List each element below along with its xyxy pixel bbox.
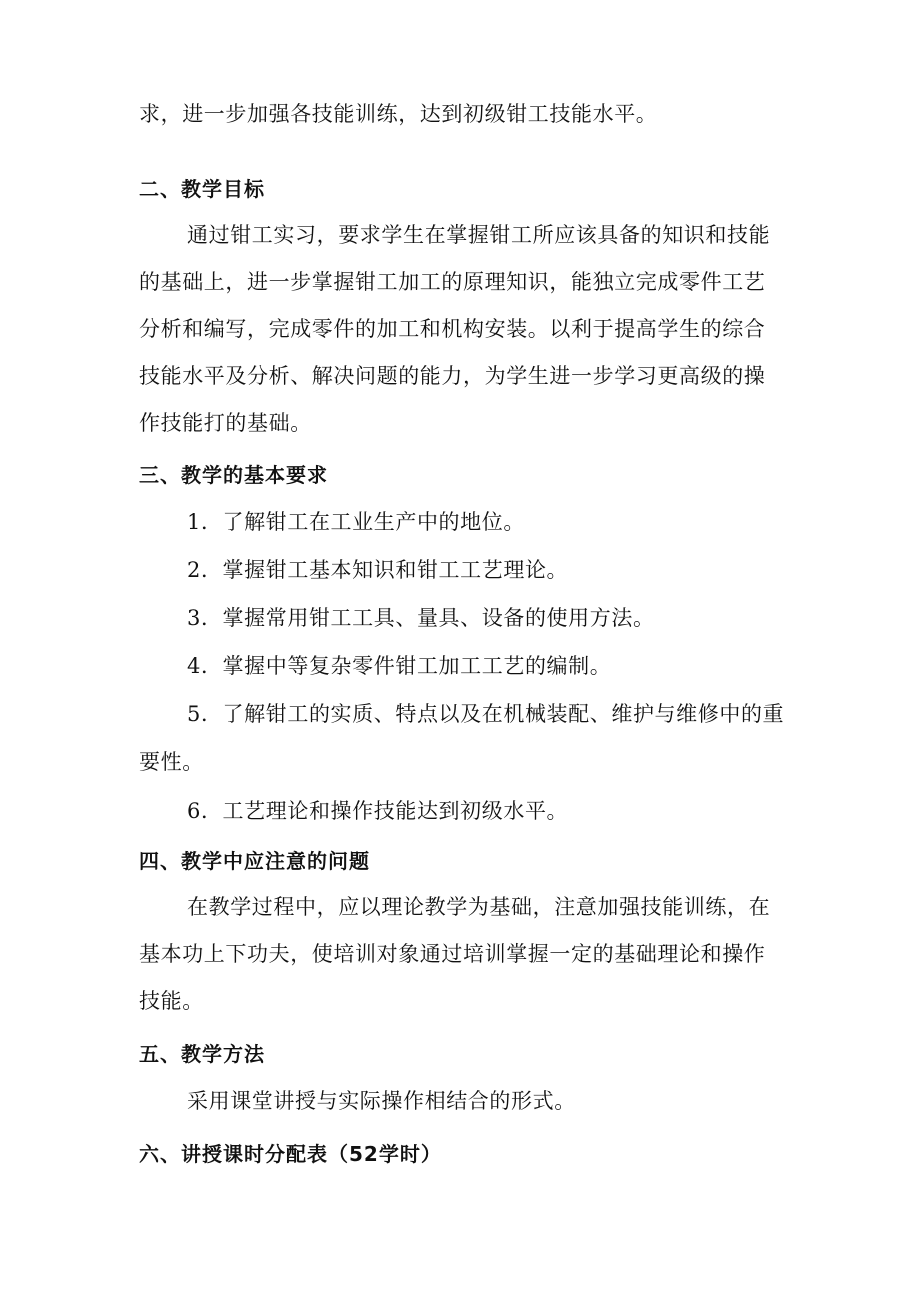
section-heading-teaching-methods: 五、教学方法 — [139, 1042, 265, 1066]
paragraph-line: 在教学过程中，应以理论教学为基础，注意加强技能训练，在 — [187, 895, 771, 919]
requirement-item: 3．掌握常用钳工工具、量具、设备的使用方法。 — [187, 606, 655, 630]
section-heading-basic-requirements: 三、教学的基本要求 — [139, 463, 328, 487]
paragraph-line: 采用课堂讲授与实际操作相结合的形式。 — [187, 1089, 576, 1113]
requirement-item-continuation: 要性。 — [139, 750, 204, 774]
paragraph-line: 技能。 — [139, 989, 204, 1013]
paragraph-line: 通过钳工实习，要求学生在掌握钳工所应该具备的知识和技能 — [187, 223, 771, 247]
paragraph-line: 技能水平及分析、解决问题的能力，为学生进一步学习更高级的操 — [139, 364, 766, 388]
paragraph-line: 分析和编写，完成零件的加工和机构安装。以利于提高学生的综合 — [139, 317, 766, 341]
paragraph-line: 作技能打的基础。 — [139, 411, 312, 435]
requirement-item: 6．工艺理论和操作技能达到初级水平。 — [187, 799, 569, 823]
paragraph-line: 基本功上下功夫，使培训对象通过培训掌握一定的基础理论和操作 — [139, 942, 766, 966]
requirement-item: 2．掌握钳工基本知识和钳工工艺理论。 — [187, 558, 569, 582]
requirement-item: 5．了解钳工的实质、特点以及在机械装配、维护与维修中的重 — [187, 702, 785, 726]
section-heading-teaching-notes: 四、教学中应注意的问题 — [139, 849, 370, 873]
requirement-item: 1．了解钳工在工业生产中的地位。 — [187, 510, 525, 534]
section-heading-hours-table: 六、讲授课时分配表（52学时） — [139, 1142, 442, 1166]
requirement-item: 4．掌握中等复杂零件钳工加工工艺的编制。 — [187, 654, 612, 678]
paragraph-line: 的基础上，进一步掌握钳工加工的原理知识，能独立完成零件工艺 — [139, 270, 766, 294]
intro-tail-text: 求，进一步加强各技能训练，达到初级钳工技能水平。 — [139, 102, 658, 126]
section-heading-teaching-goals: 二、教学目标 — [139, 177, 265, 201]
